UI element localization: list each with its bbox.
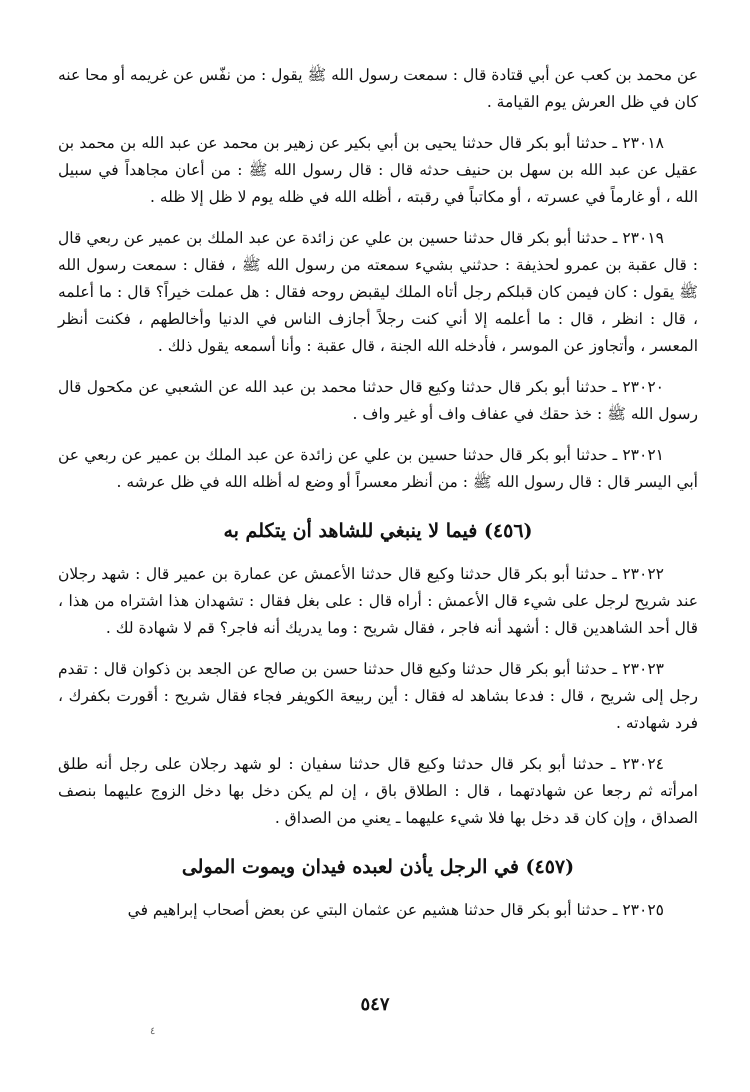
hadith-23019: ٢٣٠١٩ ـ حدثنا أبو بكر قال حدثنا حسين بن علي عن زائدة عن عبد الملك بن عمير عن ربعي قال : قال عقبة بن عمرو لحذيفة : حدثني بشيء سمعته من رسول الله ﷺ ، فقال : سمعت رسول الله ﷺ يقول : كان فيمن كان قبلكم رجل أتاه الملك ليقبض روحه فقال : هل عملت خيراً؟ قال : ما أعلمه ، قال : انظر ، قال : ما أعلمه إلا أني كنت رجلاً أجازف الناس في الدنيا وأخالطهم ، فكنت أنظر المعسر ، وأتجاوز عن الموسر ، فأدخله الله الجنة ، قال عقبة : وأنا أسمعه يقول ذلك .: [58, 229, 698, 355]
hadith-23020: ٢٣٠٢٠ ـ حدثنا أبو بكر قال حدثنا وكيع قال حدثنا محمد بن عبد الله عن الشعبي عن مكحول قال رسول الله ﷺ : خذ حقك في عفاف واف أو غير واف .: [58, 378, 698, 423]
chapter-heading-457: (٤٥٧) في الرجل يأذن لعبده فيدان ويموت المولى: [181, 856, 575, 878]
book-page: [58, 62, 698, 938]
chapter-heading-456: (٤٥٦) فيما لا ينبغي للشاهد أن يتكلم به: [223, 520, 533, 542]
hadith-23022: ٢٣٠٢٢ ـ حدثنا أبو بكر قال حدثنا وكيع قال حدثنا الأعمش عن عمارة بن عمير قال : شهد رجلان عند شريح لرجل على شيء قال الأعمش : أراه قال : على بغل فقال : تشهدان هذا اشتراه من هذا ، قال أحد الشاهدين قال : أشهد أنه فاجر ، فقال شريح : وما يدريك أنه فاجر؟ قم لا شهادة لك .: [58, 565, 698, 637]
page-number: ٥٤٧: [360, 994, 390, 1015]
hadith-23018: ٢٣٠١٨ ـ حدثنا أبو بكر قال حدثنا يحيى بن أبي بكير عن زهير بن محمد عن عبد الله بن محمد بن عقيل عن عبد الله بن سهل بن حنيف حدثه قال : قال رسول الله ﷺ : من أعان مجاهداً في سبيل الله ، أو غارماً في عسرته ، أو مكاتباً في رقبته ، أظله الله في ظله يوم لا ظل إلا ظله .: [58, 134, 698, 206]
hadith-23021: ٢٣٠٢١ ـ حدثنا أبو بكر قال حدثنا حسين بن علي عن زائدة عن عبد الملك بن عمير عن ربعي عن أبي اليسر قال : قال رسول الله ﷺ : من أنظر معسراً أو وضع له أظله الله في ظل عرشه .: [58, 446, 698, 491]
hadith-23024: ٢٣٠٢٤ ـ حدثنا أبو بكر قال حدثنا وكيع قال حدثنا سفيان : لو شهد رجلان على رجل أنه طلق امرأته ثم رجعا عن شهادتهما ، قال : الطلاق باق ، إن لم يكن دخل بها دخل الزوج عليهما بنصف الصداق ، وإن كان قد دخل بها فلا شيء عليهما ـ يعني من الصداق .: [58, 755, 698, 827]
corner-mark: ٤: [150, 1026, 156, 1037]
hadith-23023: ٢٣٠٢٣ ـ حدثنا أبو بكر قال حدثنا وكيع قال حدثنا حسن بن صالح عن الجعد بن ذكوان قال : تقدم رجل إلى شريح ، قال : فدعا بشاهد له فقال : أين ربيعة الكويفر فجاء فقال شريح : أقورت بكفرك ، فرد شهادته .: [58, 660, 698, 732]
paragraph: عن محمد بن كعب عن أبي قتادة قال : سمعت رسول الله ﷺ يقول : من نفّس عن غريمه أو محا عنه كان في ظل العرش يوم القيامة .: [58, 66, 698, 111]
hadith-23025: ٢٣٠٢٥ ـ حدثنا أبو بكر قال حدثنا هشيم عن عثمان البتي عن بعض أصحاب إبراهيم في: [127, 901, 664, 919]
